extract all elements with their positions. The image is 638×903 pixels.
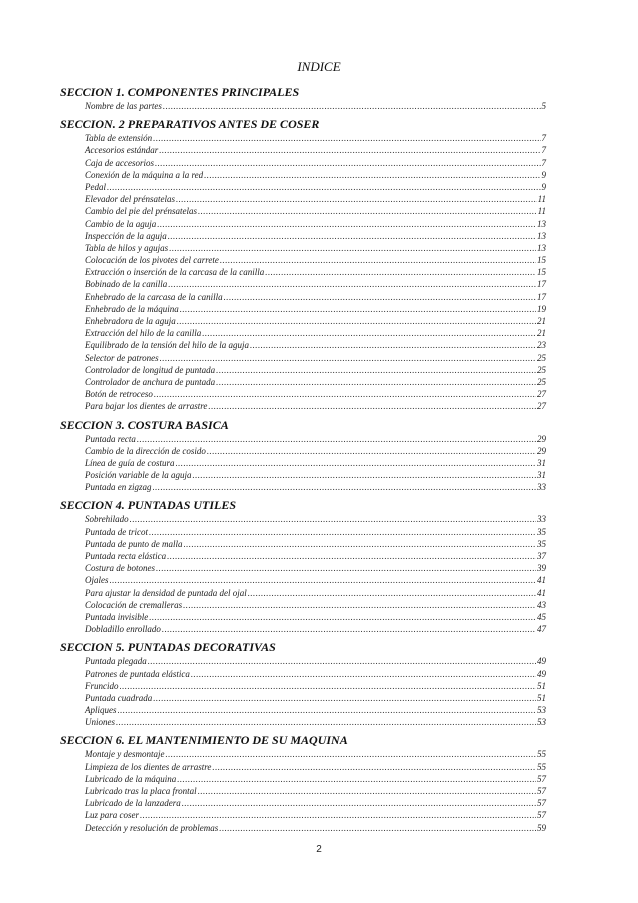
entry-page-number: 45 bbox=[537, 611, 546, 622]
dot-leader bbox=[120, 680, 537, 692]
entry-page-number: 57 bbox=[537, 786, 546, 796]
entry-page-number: 29 bbox=[537, 445, 546, 456]
entry-title: Enhebradora de la aguja bbox=[85, 316, 176, 326]
entry-page-number: 17 bbox=[537, 291, 546, 302]
dot-leader bbox=[159, 144, 540, 156]
toc-entry bbox=[85, 481, 546, 493]
toc-entry bbox=[85, 193, 546, 205]
dot-leader bbox=[220, 254, 536, 266]
entry-title: Apliques bbox=[85, 705, 117, 716]
dot-leader bbox=[160, 352, 536, 364]
entry-page-number: 27 bbox=[537, 401, 546, 412]
toc-entry bbox=[85, 562, 546, 574]
entry-page-number: 33 bbox=[537, 482, 546, 493]
dot-leader bbox=[204, 169, 540, 181]
entry-title: Para bajar los dientes de arrastre bbox=[85, 401, 208, 412]
entry-title: Accesorios estándar bbox=[85, 145, 159, 156]
toc-entry bbox=[85, 242, 546, 254]
toc-entry bbox=[85, 169, 546, 181]
entry-page-number: 39 bbox=[537, 563, 546, 574]
entry-title: Enhebrado de la carcasa de la canilla bbox=[85, 291, 223, 302]
dot-leader bbox=[183, 599, 536, 611]
dot-leader bbox=[116, 716, 536, 728]
toc-entry bbox=[85, 400, 546, 412]
table-of-contents bbox=[60, 85, 546, 839]
dot-leader bbox=[155, 157, 541, 169]
dot-leader bbox=[177, 773, 536, 785]
entry-page-number: 41 bbox=[537, 575, 546, 586]
section-heading: SECCION 3. COSTURA BASICA bbox=[60, 417, 229, 432]
entry-page-number: 51 bbox=[537, 692, 546, 703]
section-entries bbox=[85, 132, 546, 412]
entry-title: Montaje y desmontaje bbox=[85, 749, 165, 760]
section-heading: SECCION 4. PUNTADAS UTILES bbox=[60, 498, 237, 513]
toc-entry bbox=[85, 809, 546, 821]
section-heading: SECCION 1. COMPONENTES PRINCIPALES bbox=[60, 85, 300, 99]
dot-leader bbox=[182, 797, 536, 809]
toc-entry bbox=[85, 526, 546, 538]
entry-page-number: 13 bbox=[537, 218, 546, 229]
toc-entry bbox=[85, 785, 546, 797]
entry-title: Puntada en zigzag bbox=[85, 482, 152, 493]
entry-page-number: 7 bbox=[541, 145, 546, 156]
dot-leader bbox=[207, 445, 536, 457]
dot-leader bbox=[198, 785, 536, 797]
dot-leader bbox=[153, 692, 536, 704]
dot-leader bbox=[212, 761, 536, 773]
dot-leader bbox=[167, 550, 536, 562]
toc-entry bbox=[85, 181, 546, 193]
entry-page-number: 15 bbox=[537, 267, 546, 278]
entry-page-number: 53 bbox=[537, 705, 546, 716]
entry-title: Dobladillo enrollado bbox=[85, 624, 161, 635]
entry-page-number: 47 bbox=[537, 624, 546, 635]
toc-entry bbox=[85, 376, 546, 388]
entry-title: Lubricado de la lanzadera bbox=[85, 798, 181, 809]
dot-leader bbox=[198, 205, 537, 217]
entry-title: Selector de patrones bbox=[85, 352, 159, 363]
entry-title: Puntada recta bbox=[85, 433, 136, 444]
dot-leader bbox=[156, 562, 536, 574]
section-entries bbox=[85, 655, 546, 728]
toc-entry bbox=[85, 761, 546, 773]
toc-entry bbox=[85, 132, 546, 144]
entry-title: Sobrehilado bbox=[85, 514, 129, 525]
entry-page-number: 27 bbox=[537, 389, 546, 400]
dot-leader bbox=[216, 376, 536, 388]
entry-title: Puntada de tricot bbox=[85, 526, 148, 537]
entry-page-number: 13 bbox=[537, 242, 546, 253]
toc-entry bbox=[85, 797, 546, 809]
toc-entry bbox=[85, 266, 546, 278]
entry-title: Botón de retroceso bbox=[85, 389, 153, 400]
toc-entry bbox=[85, 278, 546, 290]
dot-leader bbox=[219, 822, 536, 834]
entry-title: Pedal bbox=[85, 181, 106, 192]
dot-leader bbox=[192, 469, 536, 481]
entry-page-number: 25 bbox=[537, 376, 546, 387]
dot-leader bbox=[191, 668, 536, 680]
toc-entry bbox=[85, 587, 546, 599]
dot-leader bbox=[107, 181, 541, 193]
entry-title: Equilibrado de la tensión del hilo de la aguja bbox=[85, 340, 249, 351]
toc-entry bbox=[85, 291, 546, 303]
dot-leader bbox=[216, 364, 536, 376]
entry-title: Puntada cuadrada bbox=[85, 692, 153, 703]
toc-entry bbox=[85, 668, 546, 680]
toc-entry bbox=[85, 574, 546, 586]
dot-leader bbox=[202, 327, 536, 339]
dot-leader bbox=[140, 809, 536, 821]
dot-leader bbox=[180, 303, 536, 315]
entry-page-number: 33 bbox=[537, 514, 546, 525]
entry-page-number: 53 bbox=[537, 717, 546, 728]
entry-title: Extracción o inserción de la carcasa de la canilla bbox=[85, 267, 265, 278]
entry-title: Cambio de la aguja bbox=[85, 218, 157, 229]
entry-title: Puntada plegada bbox=[85, 656, 147, 667]
section-entries bbox=[85, 748, 546, 833]
entry-title: Cambio del pie del prénsatelas bbox=[85, 206, 197, 217]
dot-leader bbox=[149, 611, 536, 623]
toc-entry bbox=[85, 327, 546, 339]
entry-title: Línea de guía de costura bbox=[85, 457, 175, 468]
entry-title: Patrones de puntada elástica bbox=[85, 668, 190, 679]
entry-title: Posición variable de la aguja bbox=[85, 470, 192, 481]
toc-entry bbox=[85, 457, 546, 469]
dot-leader bbox=[169, 242, 536, 254]
section-entries bbox=[85, 433, 546, 494]
entry-title: Cambio de la dirección de cosido bbox=[85, 445, 206, 456]
entry-page-number: 9 bbox=[541, 181, 546, 192]
dot-leader bbox=[208, 400, 536, 412]
section-entries bbox=[85, 100, 546, 112]
entry-page-number: 15 bbox=[537, 255, 546, 266]
entry-title: Colocación de los pivotes del carrete bbox=[85, 255, 219, 266]
dot-leader bbox=[153, 481, 537, 493]
entry-page-number: 49 bbox=[537, 656, 546, 667]
entry-page-number: 9 bbox=[541, 169, 546, 180]
entry-title: Inspección de la aguja bbox=[85, 230, 167, 241]
toc-entry bbox=[85, 157, 546, 169]
entry-title: Colocación de cremalleras bbox=[85, 599, 183, 610]
entry-title: Lubricado de la máquina bbox=[85, 773, 177, 784]
dot-leader bbox=[248, 587, 536, 599]
toc-entry bbox=[85, 716, 546, 728]
toc-entry bbox=[85, 433, 546, 445]
entry-title: Enhebrado de la máquina bbox=[85, 303, 179, 314]
entry-page-number: 11 bbox=[537, 206, 546, 217]
entry-title: Fruncido bbox=[85, 680, 119, 691]
dot-leader bbox=[157, 218, 536, 230]
entry-page-number: 19 bbox=[537, 303, 546, 314]
dot-leader bbox=[224, 291, 536, 303]
entry-title: Puntada recta elástica bbox=[85, 551, 167, 561]
entry-page-number: 55 bbox=[537, 749, 546, 760]
entry-title: Limpieza de los dientes de arrastre bbox=[85, 761, 212, 772]
section-heading: SECCION. 2 PREPARATIVOS ANTES DE COSER bbox=[60, 117, 320, 132]
dot-leader bbox=[168, 230, 536, 242]
page-number: 2 bbox=[316, 844, 322, 855]
entry-title: Uniones bbox=[85, 717, 115, 728]
entry-page-number: 11 bbox=[537, 194, 546, 205]
dot-leader bbox=[110, 574, 537, 586]
entry-page-number: 31 bbox=[537, 457, 546, 468]
toc-entry bbox=[85, 538, 546, 550]
dot-leader bbox=[177, 315, 536, 327]
section-heading: SECCION 5. PUNTADAS DECORATIVAS bbox=[60, 640, 276, 655]
entry-title: Conexión de la máquina a la red bbox=[85, 169, 204, 180]
dot-leader bbox=[130, 513, 536, 525]
dot-leader bbox=[168, 278, 536, 290]
toc-entry bbox=[85, 704, 546, 716]
entry-page-number: 37 bbox=[537, 551, 546, 561]
dot-leader bbox=[176, 457, 537, 469]
entry-title: Luz para coser bbox=[85, 810, 140, 821]
dot-leader bbox=[184, 538, 537, 550]
toc-entry bbox=[85, 748, 546, 760]
entry-title: Costura de botones bbox=[85, 563, 156, 574]
page-title: INDICE bbox=[297, 59, 341, 74]
dot-leader bbox=[265, 266, 536, 278]
entry-page-number: 57 bbox=[537, 810, 546, 821]
dot-leader bbox=[165, 748, 536, 760]
entry-page-number: 51 bbox=[537, 680, 546, 691]
entry-title: Puntada de punto de malla bbox=[85, 538, 183, 549]
toc-entry bbox=[85, 205, 546, 217]
dot-leader bbox=[148, 655, 536, 667]
toc-entry bbox=[85, 469, 546, 481]
dot-leader bbox=[163, 100, 541, 112]
toc-entry bbox=[85, 144, 546, 156]
toc-entry bbox=[85, 303, 546, 315]
entry-page-number: 13 bbox=[537, 230, 546, 241]
dot-leader bbox=[153, 132, 540, 144]
toc-entry bbox=[85, 611, 546, 623]
toc-entry bbox=[85, 339, 546, 351]
entry-page-number: 21 bbox=[537, 328, 546, 339]
entry-title: Controlador de anchura de puntada bbox=[85, 376, 216, 387]
toc-entry bbox=[85, 230, 546, 242]
toc-entry bbox=[85, 445, 546, 457]
entry-page-number: 23 bbox=[537, 340, 546, 351]
entry-page-number: 57 bbox=[537, 773, 546, 784]
entry-page-number: 43 bbox=[537, 599, 546, 610]
dot-leader bbox=[162, 623, 536, 635]
dot-leader bbox=[149, 526, 536, 538]
toc-entry bbox=[85, 315, 546, 327]
entry-page-number: 17 bbox=[537, 279, 546, 290]
dot-leader bbox=[118, 704, 537, 716]
toc-entry bbox=[85, 218, 546, 230]
entry-title: Controlador de longitud de puntada bbox=[85, 364, 216, 375]
entry-page-number: 31 bbox=[537, 470, 546, 481]
toc-entry bbox=[85, 599, 546, 611]
entry-page-number: 5 bbox=[541, 101, 546, 111]
dot-leader bbox=[250, 339, 536, 351]
entry-title: Tabla de extensión bbox=[85, 133, 153, 144]
toc-entry bbox=[85, 513, 546, 525]
toc-entry bbox=[85, 364, 546, 376]
entry-title: Puntada invisible bbox=[85, 611, 149, 622]
entry-title: Tabla de hilos y agujas bbox=[85, 242, 169, 253]
toc-entry bbox=[85, 388, 546, 400]
dot-leader bbox=[154, 388, 536, 400]
section-entries bbox=[85, 513, 546, 635]
entry-page-number: 25 bbox=[537, 352, 546, 363]
entry-page-number: 7 bbox=[541, 157, 546, 168]
entry-page-number: 25 bbox=[537, 364, 546, 375]
entry-page-number: 55 bbox=[537, 761, 546, 772]
section-heading: SECCION 6. EL MANTENIMIENTO DE SU MAQUINA bbox=[60, 733, 348, 748]
dot-leader bbox=[137, 433, 536, 445]
entry-page-number: 41 bbox=[537, 587, 546, 598]
toc-entry bbox=[85, 680, 546, 692]
entry-page-number: 29 bbox=[537, 433, 546, 444]
entry-page-number: 7 bbox=[541, 133, 546, 144]
toc-entry bbox=[85, 623, 546, 635]
entry-page-number: 35 bbox=[537, 526, 546, 537]
toc-entry bbox=[85, 254, 546, 266]
toc-entry bbox=[85, 822, 546, 834]
entry-title: Extracción del hilo de la canilla bbox=[85, 328, 202, 339]
toc-entry bbox=[85, 352, 546, 364]
entry-title: Detección y resolución de problemas bbox=[85, 822, 219, 833]
toc-entry bbox=[85, 773, 546, 785]
entry-title: Nombre de las partes bbox=[85, 101, 162, 111]
entry-title: Elevador del prénsatelas bbox=[85, 194, 175, 205]
entry-title: Para ajustar la densidad de puntada del ojal bbox=[85, 587, 247, 598]
entry-title: Caja de accesorios bbox=[85, 157, 154, 168]
entry-page-number: 59 bbox=[537, 822, 546, 833]
entry-page-number: 57 bbox=[537, 798, 546, 809]
entry-page-number: 49 bbox=[537, 668, 546, 679]
toc-entry bbox=[85, 692, 546, 704]
entry-title: Bobinado de la canilla bbox=[85, 279, 168, 290]
toc-entry bbox=[85, 100, 546, 112]
entry-title: Ojales bbox=[85, 575, 109, 586]
toc-entry bbox=[85, 550, 546, 562]
entry-title: Lubricado tras la placa frontal bbox=[85, 786, 197, 796]
dot-leader bbox=[176, 193, 537, 205]
entry-page-number: 21 bbox=[537, 316, 546, 326]
entry-page-number: 35 bbox=[537, 538, 546, 549]
toc-entry bbox=[85, 655, 546, 667]
